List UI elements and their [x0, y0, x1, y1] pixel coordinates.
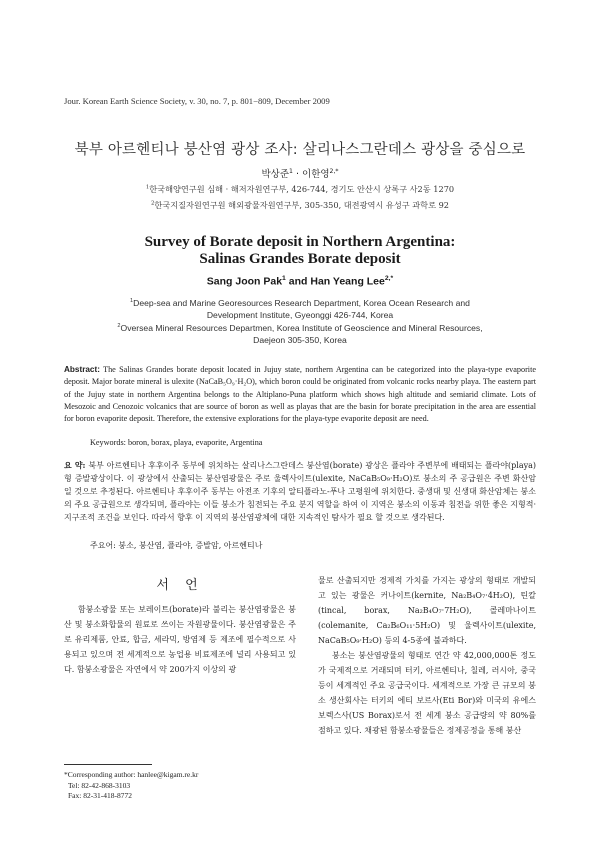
english-title	[0, 234, 600, 268]
english-keywords	[90, 438, 262, 447]
intro-paragraph-right-2: 붕소는 붕산염광물의 형태로 연간 약 42,000,000톤 정도가 국제적으로 거래되며 터키, 아르헨티나, 칠레, 러시아, 중국 등이 세계적인 주요 공급국이다. 세계적으로 가장 큰 규모의 붕소 생산회사는 터키의 에티 보르사(Eti Bor)와 미국의 유에스보렉스사(US Borax)로서 전 세계 붕소 공급량의 약 80%를 점하고 있다. 채광된 함붕소광물들은 정제공정을 통해 붕산	[318, 651, 536, 735]
right-column	[318, 573, 536, 738]
korean-affiliation-1-sup: 1	[145, 184, 150, 191]
english-affiliation-2	[90, 320, 510, 347]
english-affiliation-1-line-1-text: Deep-sea and Marine Georesources Research Department, Korea Ocean Research and	[133, 297, 470, 308]
english-author-1-sup: 1	[282, 275, 286, 282]
english-affiliation-1-sup: 1	[130, 298, 134, 304]
intro-paragraph-left: 함붕소광물 또는 보레이트(borate)라 불리는 붕산염광물은 붕산 및 붕소화합물의 원료로 쓰이는 자원광물이다. 붕산염광물은 주로 유리제품, 안료, 합금, 세라믹, 방염제 등 제조에 필수적으로 사용되고 있으며 전 세계적으로 농업용 비료제조에 널리 사용되고 있다. 함붕소광물은 자연에서 약 200가지 이상의 광	[64, 605, 296, 674]
intro-paragraph-right-1: 물로 산출되지만 경제적 가치를 가지는 광상의 형태로 개발되고 있는 광물은 커나이트(kernite, Na₂B₄O₇·4H₂O), 틴칼(tincal, borax, Na₂B₄O₇·7H₂O), 콜레마나이트(colemanite, Ca₂B₆O₁₁·5H₂O) 및 울렉사이트(ulexite, NaCaB₅O₉·H₂O) 등의 4-5종에 불과하다.	[318, 576, 536, 645]
english-author-2-sup: 2,*	[384, 275, 394, 282]
english-affiliation-2-sup: 2	[117, 323, 121, 329]
english-title-line-1: Survey of Borate deposit in Northern Argentina:	[144, 234, 456, 250]
english-authors	[0, 275, 600, 288]
korean-affiliation-1	[0, 184, 600, 195]
corresponding-author: *Corresponding author: hanlee@kigam.re.kr	[64, 770, 199, 779]
korean-abstract	[64, 459, 536, 524]
keywords-text: boron, borax, playa, evaporite, Argentina	[125, 438, 263, 447]
korean-author-separator: ·	[292, 169, 303, 180]
english-affiliation-2-line-2: Daejeon 305-350, Korea	[253, 335, 347, 346]
korean-keywords-text: 붕소, 붕산염, 플라야, 증발암, 아르헨티나	[115, 541, 263, 550]
abstract-text: The Salinas Grandes borate deposit located in Jujuy state, northern Argentina can be categorized into the playa-type evaporite deposit. Major borate mineral is ulexite (NaCaB₅O₉·H₂O), which boron could be originated from volcanic rocks nearby playa. The eastern part of the Jujuy state in northern Argentina belongs to the Altiplano-Puna platform which shows high altitude and semiarid climate. Lots of Mesozoic and Cenozoic volcanics that are source of boron as well as playas that are the basin for borate precipitation in the area are essential for boron evaporite deposit. Therefore, the extensive explorations for the playa-type evaporite deposit are need.	[64, 365, 536, 424]
english-affiliation-2-line-1	[90, 320, 510, 334]
introduction-heading: 서 언	[156, 578, 204, 593]
english-abstract	[64, 364, 536, 425]
english-affiliation-1-line-2: Development Institute, Gyeonggi 426-744, Korea	[206, 310, 394, 321]
korean-author-2: 이한영	[302, 169, 330, 180]
korean-affiliation-2-sup: 2	[150, 200, 155, 207]
keywords-label: Keywords:	[90, 438, 126, 447]
english-affiliation-1-line-1	[90, 295, 510, 309]
english-author-conjunction: and	[285, 275, 311, 288]
korean-author-2-sup: 2,*	[329, 167, 339, 175]
korean-authors	[0, 166, 600, 180]
footnote-rule	[64, 764, 152, 765]
english-affiliation-1	[90, 295, 510, 322]
footnote-tel: Tel: 82-42-868-3103	[68, 780, 131, 790]
korean-affiliation-2-text: 한국지질자원연구원 해외광물자원연구부, 305-350, 대전광역시 유성구 과학로 92	[154, 200, 450, 210]
korean-keywords-label: 주요어:	[90, 541, 116, 550]
journal-citation: Jour. Korean Earth Science Society, v. 30, no. 7, p. 801−809, December 2009	[64, 96, 330, 106]
footnote-fax: Fax: 82-31-418-8772	[68, 791, 132, 800]
english-author-1: Sang Joon Pak	[206, 275, 283, 288]
korean-abstract-text: 북부 아르헨티나 후후이주 동부에 위치하는 살리나스그란데스 붕산염(borate) 광상은 플라야 주변부에 배태되는 플라야(playa)형 증발광상이다. 이 광상에서 산출되는 붕산염광물은 주로 울렉사이트(ulexite, NaCaB₅O₉·H₂O)로 붕소의 주 공급원은 주변 화산암일 것으로 추정된다. 아르헨티나 후후이주 동부는 아전조 기후의 알티플라노-푸나 고평원에 위치한다. 중생대 및 신생대 화산암체는 붕소의 주요 공급원으로 생각되며, 플라야는 이들 붕소가 침전되는 주요 분지 역할을 하여 이 지역은 붕소의 이동과 침전을 위한 좋은 지형적·지구조적 조건을 보인다. 따라서 향후 이 지역의 붕산염광체에 대한 지속적인 탐사가 필요 할 것으로 생각된다.	[64, 461, 536, 522]
korean-author-1-sup: 1	[289, 167, 293, 175]
korean-keywords	[90, 540, 262, 551]
korean-abstract-label: 요 약:	[64, 460, 86, 470]
english-author-2: Han Yeang Lee	[310, 275, 385, 288]
footnote	[64, 770, 198, 802]
left-column	[64, 602, 296, 677]
english-title-line-2: Salinas Grandes Borate deposit	[199, 251, 401, 267]
korean-author-1: 박상준	[261, 169, 290, 180]
english-affiliation-2-line-1-text: Oversea Mineral Resources Departmen, Korea Institute of Geoscience and Mineral Resources,	[120, 322, 483, 333]
korean-affiliation-2	[0, 200, 600, 211]
korean-title: 북부 아르헨티나 붕산염 광상 조사: 살리나스그란데스 광상을 중심으로	[74, 142, 526, 158]
korean-affiliation-1-text: 한국해양연구원 심해 · 해저자원연구부, 426-744, 경기도 안산시 상록구 사2동 1270	[149, 184, 455, 194]
abstract-label: Abstract:	[64, 365, 100, 374]
